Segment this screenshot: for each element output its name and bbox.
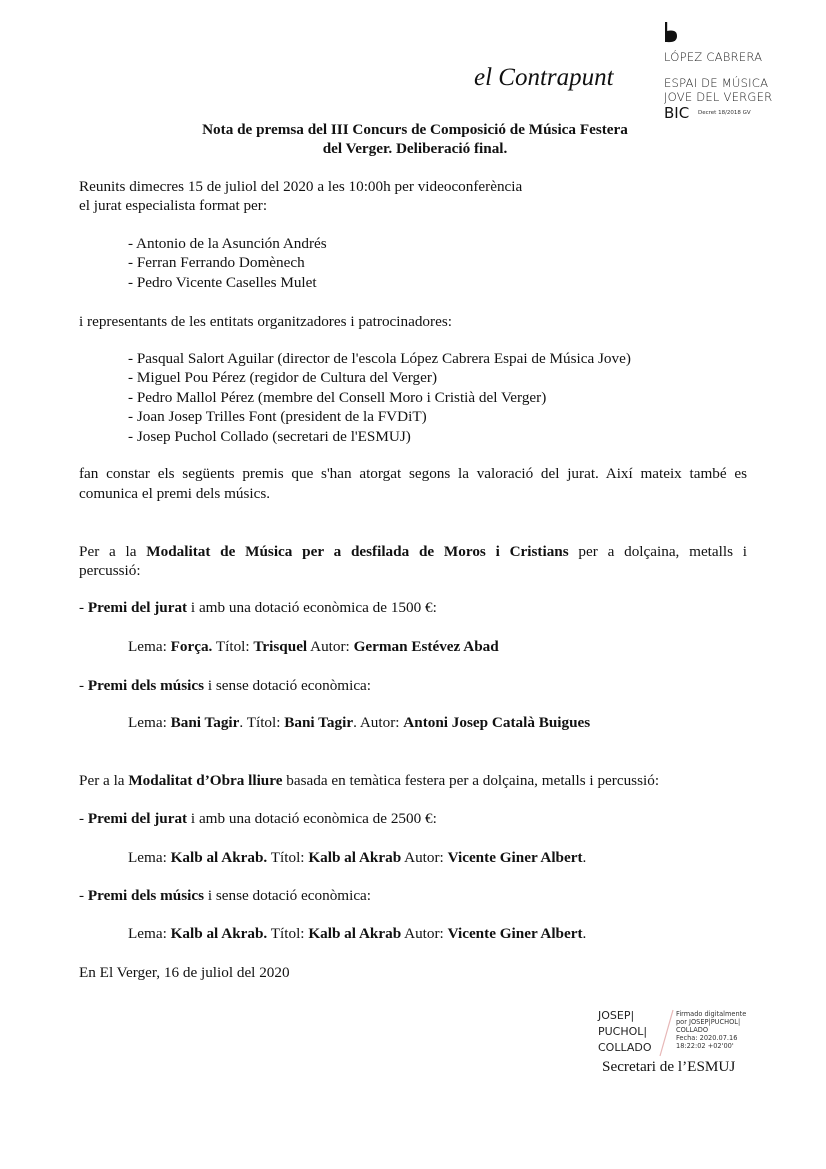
signer-role: Secretari de l’ESMUJ — [602, 1058, 736, 1075]
modality-1-musicians-award: Lema: Bani Tagir. Títol: Bani Tagir. Autor: Antoni Josep Català Buigues — [128, 714, 591, 731]
modality-1-name: Modalitat de Música per a desfilada de Moros i Cristians — [146, 543, 569, 560]
logo-mark-icon — [664, 22, 680, 44]
intro-line-2: el jurat especialista format per: — [79, 197, 268, 214]
reps-intro: i representants de les entitats organitzadores i patrocinadores: — [79, 313, 452, 330]
modality-1-heading: Per a la Modalitat de Música per a desfilada de Moros i Cristians per a dolçaina, metalls i — [79, 543, 747, 560]
modality-1-jury-award: Lema: Força. Títol: Trisquel Autor: German Estévez Abad — [128, 638, 499, 655]
signature-meta-line: Fecha: 2020.07.16 — [676, 1034, 738, 1042]
signer-name-line-3: COLLADO — [598, 1041, 652, 1054]
declaration-line-1: fan constar els següents premis que s'han atorgat segons la valoració del jurat. Així mateix també es — [79, 465, 747, 482]
modality-2-musicians-prize: - Premi dels músics i sense dotació econòmica: — [79, 887, 372, 904]
lopez-cabrera-logo — [664, 22, 680, 44]
brand-line-1: LÓPEZ CABRERA — [664, 50, 763, 64]
representative: - Joan Josep Trilles Font (president de la FVDiT) — [128, 408, 427, 425]
signature-stroke-icon — [656, 1008, 676, 1058]
signature-meta-line: Firmado digitalmente — [676, 1010, 747, 1018]
modality-2-heading: Per a la Modalitat d’Obra lliure basada en temàtica festera per a dolçaina, metalls i percussió: — [79, 772, 660, 789]
representative: - Pasqual Salort Aguilar (director de l'escola López Cabrera Espai de Música Jove) — [128, 350, 631, 367]
signature-meta-line: COLLADO — [676, 1026, 709, 1034]
modality-1-jury-prize: - Premi del jurat i amb una dotació econòmica de 1500 €: — [79, 599, 437, 616]
digital-signature — [598, 1008, 758, 1058]
brand-line-3: JOVE DEL VERGER — [664, 90, 773, 104]
modality-1-heading-line-2: percussió: — [79, 562, 141, 579]
representative: - Miguel Pou Pérez (regidor de Cultura del Verger) — [128, 369, 438, 386]
bic-label: BIC — [664, 104, 690, 122]
modality-2-musicians-award: Lema: Kalb al Akrab. Títol: Kalb al Akrab Autor: Vicente Giner Albert. — [128, 925, 587, 942]
signature-meta-line: por JOSEP|PUCHOL| — [676, 1018, 741, 1026]
brand-line-2: ESPAI DE MÚSICA — [664, 76, 769, 90]
decret-label: Decret 18/2018 GV — [698, 110, 751, 116]
jury-member: - Pedro Vicente Caselles Mulet — [128, 274, 317, 291]
date-place: En El Verger, 16 de juliol del 2020 — [79, 964, 290, 981]
modality-2-jury-award: Lema: Kalb al Akrab. Títol: Kalb al Akrab Autor: Vicente Giner Albert. — [128, 849, 587, 866]
signature-meta-line: 18:22:02 +02'00' — [676, 1042, 734, 1050]
page-title-line-2: del Verger. Deliberació final. — [322, 140, 508, 157]
modality-1-musicians-prize: - Premi dels músics i sense dotació econòmica: — [79, 677, 372, 694]
representative: - Pedro Mallol Pérez (membre del Consell Moro i Cristià del Verger) — [128, 389, 547, 406]
modality-2-name: Modalitat d’Obra lliure — [128, 772, 283, 789]
contrapunt-logo-text: el Contrapunt — [474, 64, 614, 91]
declaration-line-2: comunica el premi dels músics. — [79, 485, 271, 502]
jury-member: - Antonio de la Asunción Andrés — [128, 235, 327, 252]
representative: - Josep Puchol Collado (secretari de l'ESMUJ) — [128, 428, 411, 445]
jury-member: - Ferran Ferrando Domènech — [128, 254, 305, 271]
signer-name-line-1: JOSEP| — [598, 1009, 635, 1022]
page-title-line-1: Nota de premsa del III Concurs de Composició de Música Festera — [202, 121, 628, 138]
signer-name-line-2: PUCHOL| — [598, 1025, 648, 1038]
modality-2-jury-prize: - Premi del jurat i amb una dotació econòmica de 2500 €: — [79, 810, 437, 827]
intro-line-1: Reunits dimecres 15 de juliol del 2020 a les 10:00h per videoconferència — [79, 178, 523, 195]
